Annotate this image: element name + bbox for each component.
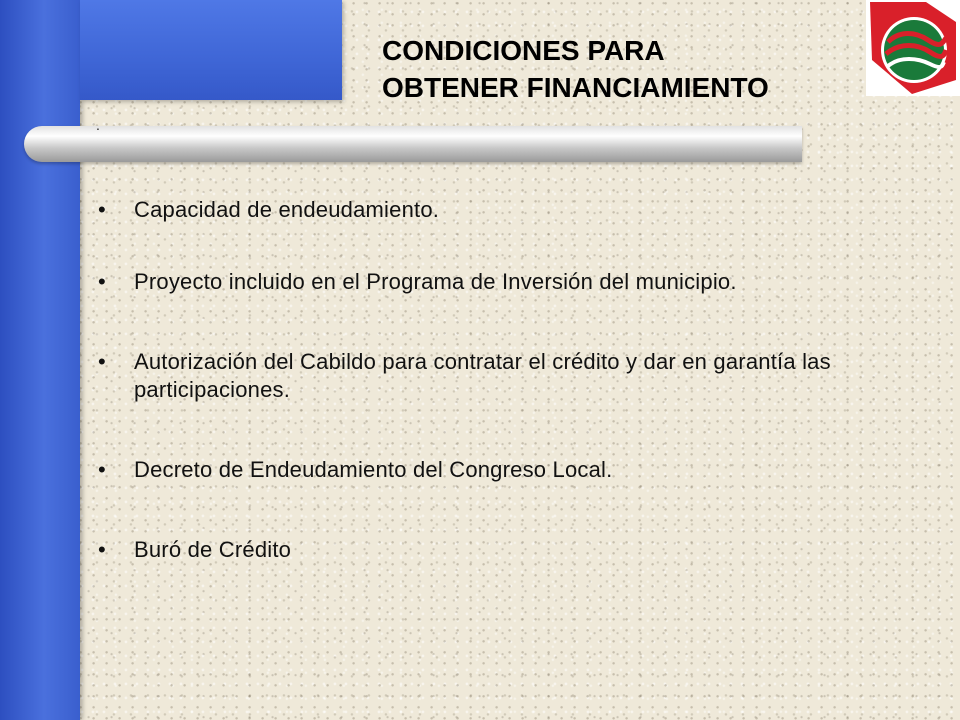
slide-title-line-2: OBTENER FINANCIAMIENTO — [382, 72, 769, 103]
top-blue-block — [80, 0, 342, 100]
slide-title — [382, 32, 862, 106]
bullet-mark: • — [98, 457, 106, 482]
list-item — [96, 536, 896, 564]
list-item — [96, 268, 896, 296]
conditions-list — [96, 196, 896, 564]
left-blue-bar — [0, 0, 80, 720]
list-item — [96, 456, 896, 484]
list-item-text: Capacidad de endeudamiento. — [134, 197, 440, 222]
slide-title-line-1: CONDICIONES PARA — [382, 35, 665, 66]
list-item — [96, 348, 896, 404]
list-item-text: Buró de Crédito — [134, 537, 292, 562]
bullet-mark: • — [98, 269, 106, 294]
bullet-mark: • — [98, 349, 106, 374]
horizontal-divider-rod — [24, 126, 802, 162]
list-item-text: Proyecto incluido en el Programa de Inversión del municipio. — [134, 269, 737, 294]
list-item-text: Decreto de Endeudamiento del Congreso Local. — [134, 457, 613, 482]
red-green-emblem-icon — [866, 0, 960, 96]
bullet-mark: • — [98, 197, 106, 222]
stray-dot: . — [96, 117, 100, 133]
list-item — [96, 196, 896, 224]
list-item-text: Autorización del Cabildo para contratar el crédito y dar en garantía las participaciones. — [134, 349, 831, 402]
bullet-mark: • — [98, 537, 106, 562]
